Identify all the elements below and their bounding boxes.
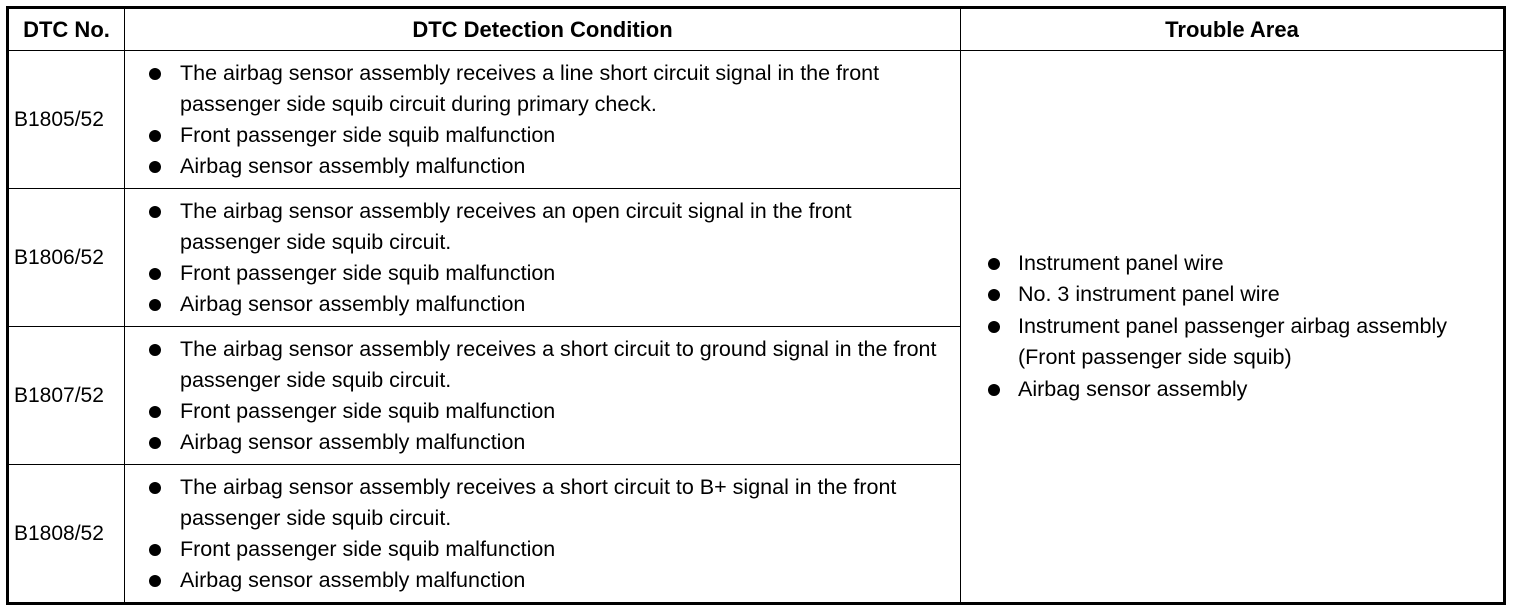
bullet-dot-icon bbox=[149, 344, 161, 356]
condition-text: The airbag sensor assembly receives a short circuit to B+ signal in the front passenger side squib circuit. bbox=[180, 474, 897, 530]
list-item bbox=[983, 248, 1493, 280]
dtc-code: B1808/52 bbox=[8, 465, 125, 604]
dtc-code: B1807/52 bbox=[8, 327, 125, 465]
condition-text: The airbag sensor assembly receives a short circuit to ground signal in the front passenger side squib circuit. bbox=[180, 336, 937, 392]
condition-text: Airbag sensor assembly malfunction bbox=[180, 291, 526, 316]
bullet-dot-icon bbox=[149, 206, 161, 218]
list-item bbox=[145, 120, 950, 151]
bullet-dot-icon bbox=[149, 130, 161, 142]
list-item bbox=[145, 289, 950, 320]
trouble-area-list bbox=[983, 248, 1493, 406]
condition-text: Airbag sensor assembly malfunction bbox=[180, 429, 526, 454]
header-detection-condition: DTC Detection Condition bbox=[125, 8, 961, 51]
dtc-table bbox=[6, 6, 1506, 605]
condition-text: The airbag sensor assembly receives a line short circuit signal in the front passenger side squib circuit during primary check. bbox=[180, 60, 880, 116]
condition-text: Airbag sensor assembly malfunction bbox=[180, 153, 526, 178]
bullet-dot-icon bbox=[149, 575, 161, 587]
header-row bbox=[8, 8, 1505, 51]
list-item bbox=[145, 472, 950, 534]
bullet-dot-icon bbox=[149, 268, 161, 280]
trouble-area-text: Instrument panel passenger airbag assembly (Front passenger side squib) bbox=[1018, 313, 1448, 370]
detection-condition-cell bbox=[125, 465, 961, 604]
condition-text: Airbag sensor assembly malfunction bbox=[180, 567, 526, 592]
detection-condition-cell bbox=[125, 327, 961, 465]
list-item bbox=[145, 534, 950, 565]
bullet-dot-icon bbox=[988, 384, 1000, 396]
list-item bbox=[145, 427, 950, 458]
trouble-area-text: Instrument panel wire bbox=[1018, 250, 1224, 275]
condition-text: Front passenger side squib malfunction bbox=[180, 536, 556, 561]
list-item bbox=[983, 279, 1493, 311]
condition-list bbox=[145, 196, 950, 320]
list-item bbox=[145, 151, 950, 182]
bullet-dot-icon bbox=[149, 544, 161, 556]
dtc-code: B1805/52 bbox=[8, 51, 125, 189]
condition-list bbox=[145, 58, 950, 182]
detection-condition-cell bbox=[125, 51, 961, 189]
bullet-dot-icon bbox=[988, 321, 1000, 333]
bullet-dot-icon bbox=[149, 437, 161, 449]
trouble-area-text: No. 3 instrument panel wire bbox=[1018, 282, 1280, 307]
list-item bbox=[145, 258, 950, 289]
bullet-dot-icon bbox=[149, 161, 161, 173]
condition-text: Front passenger side squib malfunction bbox=[180, 260, 556, 285]
condition-list bbox=[145, 472, 950, 596]
condition-list bbox=[145, 334, 950, 458]
trouble-area-cell bbox=[961, 51, 1505, 604]
list-item bbox=[983, 374, 1493, 406]
bullet-dot-icon bbox=[988, 258, 1000, 270]
list-item bbox=[145, 565, 950, 596]
list-item bbox=[145, 58, 950, 120]
bullet-dot-icon bbox=[149, 68, 161, 80]
bullet-dot-icon bbox=[988, 289, 1000, 301]
dtc-code: B1806/52 bbox=[8, 189, 125, 327]
header-dtc-no: DTC No. bbox=[8, 8, 125, 51]
condition-text: The airbag sensor assembly receives an open circuit signal in the front passenger side squib circuit. bbox=[180, 198, 852, 254]
trouble-area-text: Airbag sensor assembly bbox=[1018, 376, 1248, 401]
list-item bbox=[145, 334, 950, 396]
detection-condition-cell bbox=[125, 189, 961, 327]
bullet-dot-icon bbox=[149, 406, 161, 418]
list-item bbox=[145, 196, 950, 258]
list-item bbox=[983, 311, 1493, 374]
header-trouble-area: Trouble Area bbox=[961, 8, 1505, 51]
condition-text: Front passenger side squib malfunction bbox=[180, 398, 556, 423]
bullet-dot-icon bbox=[149, 482, 161, 494]
bullet-dot-icon bbox=[149, 299, 161, 311]
list-item bbox=[145, 396, 950, 427]
condition-text: Front passenger side squib malfunction bbox=[180, 122, 556, 147]
table-row bbox=[8, 51, 1505, 189]
